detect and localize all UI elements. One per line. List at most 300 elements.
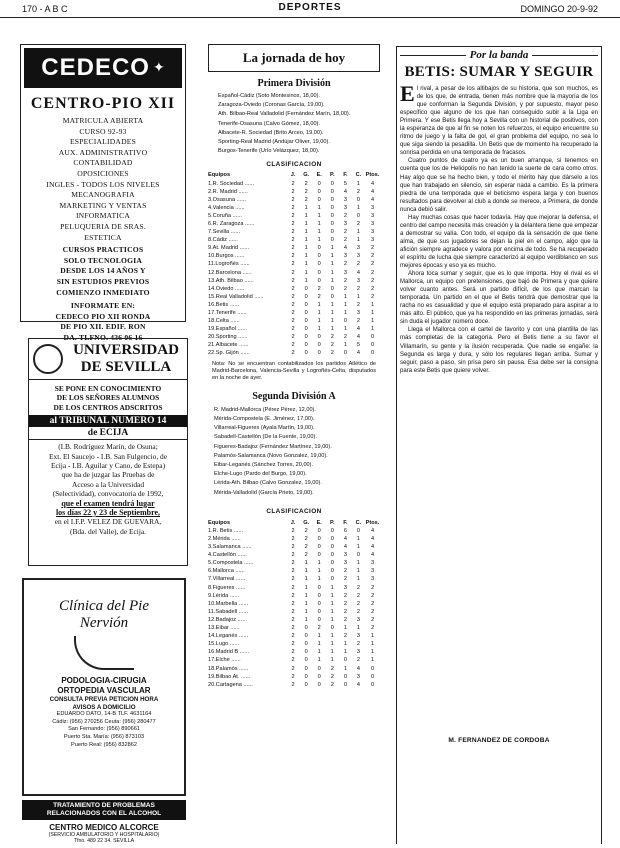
stat-cell: 0	[370, 342, 375, 349]
stat-cell: 2	[291, 641, 295, 648]
stat-cell: 2	[291, 665, 295, 672]
cedeco-practical-line: COMIENZO INMEDIATO	[56, 287, 150, 297]
stat-cell: 1	[370, 326, 375, 333]
stat-cell: 1	[343, 301, 347, 308]
stat-cell: 2	[370, 592, 375, 599]
team-name: 16.Madrid B ......	[208, 649, 250, 656]
stat-cell: 1	[304, 576, 308, 583]
fixture-line: Mérida-Compostela (E. Jiménez, 17,00).	[214, 416, 315, 422]
stat-cell: 1	[370, 310, 375, 317]
stat-cell: 1	[343, 665, 347, 672]
stat-cell: 2	[304, 544, 308, 551]
stat-cell: 2	[291, 600, 295, 607]
table-row	[208, 608, 380, 616]
stat-cell: 2	[291, 277, 295, 284]
stat-cell: 2	[317, 293, 321, 300]
stat-cell: 0	[330, 229, 334, 236]
stat-cell: 2	[356, 318, 361, 325]
stat-cell: 0	[330, 568, 334, 575]
stat-cell: 1	[304, 261, 308, 268]
stat-cell: 4	[356, 334, 361, 341]
stat-cell: 3	[370, 204, 375, 211]
stat-cell: 2	[356, 608, 361, 615]
stat-cell: 2	[317, 625, 321, 632]
us-exam2: los días 22 y 23 de Septiembre,	[55, 508, 161, 518]
clasificacion2-heading: CLASIFICACION	[266, 507, 322, 515]
fixture-line: R. Madrid-Mallorca (Pérez Pérez, 12,00).	[214, 406, 316, 413]
alcorce-line2: RELACIONADOS CON EL ALCOHOL	[46, 810, 162, 817]
stat-cell: 2	[330, 665, 334, 672]
stat-cell: 6	[343, 527, 347, 534]
table-row	[208, 277, 380, 285]
stat-cell: 1	[356, 229, 361, 236]
stat-cell: 2	[370, 285, 375, 292]
stat-cell: 4	[370, 196, 375, 203]
stat-cell: 0	[317, 261, 321, 268]
stat-cell: 4	[343, 544, 347, 551]
stat-cell: 2	[291, 342, 295, 349]
stat-cell: 1	[343, 342, 347, 349]
stat-cell: 2	[291, 616, 295, 623]
stat-cell: 0	[304, 342, 308, 349]
stat-cell: 4	[370, 536, 375, 543]
stat-cell: 0	[330, 204, 334, 211]
stat-cell: 2	[291, 608, 295, 615]
clinica-line: San Fernando: (956) 890661	[68, 726, 140, 733]
us-title1: UNIVERSIDAD	[73, 342, 179, 358]
stat-cell: 2	[291, 269, 295, 276]
standings-col-header: J.	[290, 519, 296, 526]
stat-cell: 1	[304, 237, 308, 244]
stat-cell: 0	[317, 673, 321, 680]
stat-cell: 0	[330, 293, 334, 300]
stat-cell: 1	[356, 576, 361, 583]
table-row	[208, 600, 380, 608]
stat-cell: 0	[330, 237, 334, 244]
stat-cell: 0	[330, 285, 334, 292]
stat-cell: 0	[317, 616, 321, 623]
fixture-line: Ath. Bilbao-Real Valladolid (Fernández Marín, 18,00).	[218, 111, 351, 118]
column-paragraph: Cuatro puntos de cuatro ya es un buen arranque, si tenemos en cuenta que los de Heliópolis no han tenido la suerte de cara como otros. Hay algo que se ha hecho bien, y todo el mérito hay que dárselo a los que han trabajado en silencio, sin esperar nada a cambio. Es la primera piedra de una temporada que el beticismo espera larga y con buenos resultados para devolver al club a donde se merece, a Primera, de donde nunca debió salir.	[400, 158, 598, 213]
stat-cell: 0	[304, 657, 308, 664]
stat-cell: 3	[370, 212, 375, 219]
team-name: 18.Celta ......	[208, 318, 240, 325]
stat-cell: 2	[343, 600, 347, 607]
ad-universidad	[28, 338, 188, 566]
fixture-line: Eibar-Leganés (Sánchez Torres, 20,00).	[214, 462, 314, 469]
column-article	[396, 46, 602, 844]
table-row	[208, 535, 380, 543]
stat-cell: 0	[330, 625, 334, 632]
stat-cell: 4	[356, 665, 361, 672]
stat-cell: 2	[291, 536, 295, 543]
primera-heading: Primera División	[257, 78, 331, 89]
stat-cell: 2	[291, 584, 295, 591]
stat-cell: 2	[330, 681, 334, 688]
team-name: 19.Bilbao At. ......	[208, 673, 251, 680]
stat-cell: 1	[343, 625, 347, 632]
stat-cell: 1	[330, 584, 334, 591]
stat-cell: 2	[304, 527, 308, 534]
table-row	[208, 252, 380, 260]
cedeco-line: OPOSICIONES	[77, 168, 129, 178]
us-place	[29, 517, 187, 536]
stat-cell: 1	[330, 633, 334, 640]
fixture-line: Lérida-Ath. Bilbao (Calvo Gonzalez, 19,00).	[214, 480, 322, 487]
clinica-line: Puerto Sta. María: (956) 873103	[63, 733, 145, 740]
stat-cell: 3	[343, 269, 347, 276]
stat-cell: 1	[330, 657, 334, 664]
alcorce-sub1: (SERVICIO AMBULATORIO Y HOSPITALARIO)	[48, 832, 160, 838]
stat-cell: 1	[370, 318, 375, 325]
stat-cell: 2	[343, 212, 347, 219]
stat-cell: 1	[356, 536, 361, 543]
team-name: 20.Cartagena ......	[208, 681, 253, 688]
stat-cell: 1	[330, 245, 334, 252]
stat-cell: 3	[356, 649, 361, 656]
stat-cell: 0	[317, 188, 321, 195]
stat-cell: 1	[304, 229, 308, 236]
stat-cell: 1	[330, 318, 334, 325]
stat-cell: 2	[330, 342, 334, 349]
standings-col-header: P.	[330, 172, 335, 179]
stat-cell: 0	[356, 196, 361, 203]
stat-cell: 1	[356, 293, 361, 300]
stat-cell: 2	[370, 245, 375, 252]
team-name: 3.Salamanca ......	[208, 544, 252, 551]
section-title: DEPORTES	[278, 2, 342, 13]
standings-col-header: G.	[303, 519, 310, 526]
stat-cell: 3	[343, 204, 347, 211]
cedeco-line: MARKETING Y VENTAS	[59, 200, 147, 210]
segunda-heading: Segunda División A	[252, 390, 336, 402]
ad-cedeco	[20, 44, 186, 342]
stat-cell: 0	[330, 576, 334, 583]
stat-cell: 1	[330, 277, 334, 284]
stat-cell: 1	[317, 310, 321, 317]
stat-cell: 2	[370, 600, 375, 607]
us-notice	[29, 384, 187, 412]
clinica-info	[24, 676, 184, 749]
standings-col-header: Ptos.	[365, 519, 380, 526]
stat-cell: 0	[304, 318, 308, 325]
team-name: 17.Tenerife ......	[208, 310, 247, 317]
stat-cell: 1	[304, 608, 308, 615]
stat-cell: 0	[330, 536, 334, 543]
us-body-line: Ecija - I.B. Aguilar y Cano, de Estepa)	[50, 461, 166, 471]
stat-cell: 3	[343, 552, 347, 559]
team-name: 14.Oviedo ......	[208, 285, 245, 292]
team-name: 12.Barcelona ......	[208, 269, 252, 276]
stat-cell: 1	[317, 641, 321, 648]
stat-cell: 4	[370, 180, 375, 187]
table-row	[208, 220, 380, 228]
stat-cell: 3	[370, 220, 375, 227]
table-row	[208, 285, 380, 293]
table-row	[208, 656, 380, 664]
team-name: 8.Cádiz ......	[208, 237, 238, 244]
stat-cell: 3	[356, 310, 361, 317]
stat-cell: 1	[330, 253, 334, 260]
stat-cell: 2	[370, 584, 375, 591]
stat-cell: 3	[370, 237, 375, 244]
standings-col-header: J.	[290, 172, 296, 179]
stat-cell: 1	[304, 212, 308, 219]
table-row	[208, 349, 380, 357]
stat-cell: 1	[317, 568, 321, 575]
cedeco-practical-line: SOLO TECNOLOGIA	[63, 255, 143, 265]
us-place-line: (Bda. del Valle), de Ecija.	[70, 526, 146, 536]
stat-cell: 2	[291, 261, 295, 268]
standings-col-header: C.	[355, 172, 362, 179]
standings-col-header: F.	[343, 519, 348, 526]
stat-cell: 0	[317, 592, 321, 599]
stat-cell: 1	[356, 625, 361, 632]
stat-cell: 0	[304, 301, 308, 308]
cedeco-practical-line: DESDE LOS 14 AÑOS Y	[60, 266, 146, 276]
column-paragraph: Hay muchas cosas que hacer todavía. Hay que mejorar la defensa, el centro del campo necesita más creación y la delantera tiene que empezar a demostrar su valía. Con todo, el equipo da la sensación de que tiene alma, de que sus jugadores se dejan la piel en el campo, algo que la afición siempre agradece y valora por encima de todo. Se ha recuperado el espíritu de lucha que siempre caracterizó al equipo verdiblanco en sus mejores épocas y eso ya es mucho.	[400, 214, 598, 270]
stat-cell: 0	[317, 552, 321, 559]
team-name: 22.Sp. Gijón ......	[208, 350, 250, 357]
stat-cell: 4	[343, 188, 347, 195]
stat-cell: 0	[304, 665, 308, 672]
stat-cell: 1	[317, 649, 321, 656]
stat-cell: 1	[304, 220, 308, 227]
stat-cell: 4	[370, 188, 375, 195]
table-row	[208, 180, 380, 188]
stat-cell: 2	[370, 616, 375, 623]
segunda-fixtures	[208, 406, 380, 498]
stat-cell: 0	[343, 318, 347, 325]
us-exam1: que el examen tendrá lugar	[61, 498, 155, 508]
stat-cell: 1	[304, 584, 308, 591]
stat-cell: 2	[343, 616, 347, 623]
cedeco-line: AUX. ADMINISTRATIVO	[58, 147, 148, 157]
table-row	[208, 301, 380, 309]
stat-cell: 4	[370, 527, 375, 534]
column-kicker	[400, 49, 598, 61]
table-row	[208, 236, 380, 244]
stat-cell: 5	[356, 342, 361, 349]
stat-cell: 2	[291, 649, 295, 656]
stat-cell: 3	[356, 616, 361, 623]
standings-col-header: P.	[330, 519, 335, 526]
stat-cell: 1	[330, 310, 334, 317]
stat-cell: 0	[304, 334, 308, 341]
stat-cell: 2	[370, 253, 375, 260]
team-name: 1.R. Sociedad ......	[208, 180, 255, 187]
stat-cell: 2	[291, 318, 295, 325]
table-row	[208, 212, 380, 220]
ad-alcorce	[22, 800, 186, 846]
stat-cell: 2	[356, 584, 361, 591]
fixture-line: Tenerife-Osasuna (Calvo Gómez, 18,00).	[218, 120, 320, 127]
team-name: 8.Figueres ......	[208, 584, 246, 591]
table-row	[208, 665, 380, 673]
team-name: 15.Real Valladolid ......	[208, 293, 264, 300]
fixture-line: Albacete-R. Sociedad (Brito Arceo, 19,00).	[218, 129, 324, 136]
team-name: 17.Elche ......	[208, 657, 241, 664]
table-row	[208, 204, 380, 212]
stat-cell: 3	[370, 229, 375, 236]
us-notice-line: SE PONE EN CONOCIMIENTO	[54, 384, 162, 393]
standings-col-header: Ptos.	[365, 172, 380, 179]
team-name: 13.Ath. Bilbao ......	[208, 277, 254, 284]
stat-cell: 1	[317, 576, 321, 583]
column-paragraph: El rival, a pesar de los altibajos de su historia, que son muchos, es de los que, de entrada, tienen más nombre que la mayoría de los que conforman la Segunda División, y por supuesto, mayor peso específico que alguno de los que han conseguido subir a la Liga en Primera. Y ese Betis llega hoy a Sevilla con un historial de positivos, con la esperanza de que al fin se noten los refuerzos, el equipo encuentre su ritmo de juego y la falta de gol, el gran problema del equipo, no sea lo que siga siendo la pesadilla. Un Betis que de momento ha recuperado la sonrisa perdida en una temporada de fracasos.	[400, 85, 598, 157]
stat-cell: 0	[330, 188, 334, 195]
stat-cell: 2	[370, 608, 375, 615]
jornada-title-box	[208, 44, 380, 72]
clinica-title1: Clínica del Pie	[59, 598, 149, 614]
fixture-line: Elche-Lugo (Pardo del Burgo, 19,00).	[214, 471, 307, 478]
stat-cell: 2	[291, 285, 295, 292]
university-seal-icon	[33, 344, 63, 374]
stat-cell: 2	[304, 552, 308, 559]
stat-cell: 1	[330, 269, 334, 276]
us-banner1: al TRIBUNAL NUMERO 14	[29, 415, 187, 427]
stat-cell: 0	[317, 269, 321, 276]
stat-cell: 1	[317, 220, 321, 227]
stat-cell: 2	[291, 220, 295, 227]
clinica-line: ORTOPEDIA VASCULAR	[57, 686, 151, 695]
stat-cell: 1	[304, 568, 308, 575]
stat-cell: 2	[317, 285, 321, 292]
fixture-line: Palamós-Salamanca (Novo Gonzalez, 19,00).	[214, 452, 328, 459]
stat-cell: 0	[330, 552, 334, 559]
stat-cell: 2	[343, 237, 347, 244]
table-row	[208, 188, 380, 196]
stat-cell: 4	[356, 269, 361, 276]
table-row	[208, 325, 380, 333]
stat-cell: 1	[330, 592, 334, 599]
bird-icon: ✦	[152, 60, 165, 76]
stat-cell: 2	[291, 310, 295, 317]
table-row	[208, 333, 380, 341]
table-row	[208, 640, 380, 648]
page-date: DOMINGO 20-9-92	[520, 4, 598, 14]
stat-cell: 0	[304, 673, 308, 680]
stat-cell: 1	[317, 326, 321, 333]
stat-cell: 1	[317, 318, 321, 325]
stat-cell: 2	[330, 334, 334, 341]
stat-cell: 0	[356, 212, 361, 219]
team-name: 11.Logroñés ......	[208, 261, 250, 268]
alcorce-banner	[22, 800, 186, 820]
standings-col-header: Equipos	[208, 519, 231, 526]
stat-cell: 2	[304, 188, 308, 195]
stat-cell: 2	[291, 568, 295, 575]
stat-cell: 0	[370, 673, 375, 680]
table-row	[208, 293, 380, 301]
stat-cell: 2	[343, 277, 347, 284]
stat-cell: 0	[304, 350, 308, 357]
stat-cell: 4	[343, 536, 347, 543]
primera-fixtures	[208, 92, 380, 156]
stat-cell: 1	[370, 301, 375, 308]
team-name: 13.Eibar ......	[208, 625, 240, 632]
stat-cell: 2	[291, 657, 295, 664]
stat-cell: 0	[356, 527, 361, 534]
team-name: 16.Betis ......	[208, 301, 240, 308]
stat-cell: 0	[330, 220, 334, 227]
standings-col-header: C.	[355, 519, 362, 526]
stat-cell: 3	[370, 560, 375, 567]
stat-cell: 0	[304, 326, 308, 333]
stat-cell: 1	[330, 649, 334, 656]
stat-cell: 2	[343, 285, 347, 292]
team-name: 15.Lugo ......	[208, 641, 240, 648]
stat-cell: 1	[370, 641, 375, 648]
team-name: 1.R. Betis ......	[208, 527, 244, 534]
stat-cell: 0	[330, 544, 334, 551]
stat-cell: 2	[291, 592, 295, 599]
us-body-line: Acceso a la Universidad	[71, 479, 145, 489]
page-number: 170 - A B C	[22, 4, 68, 14]
cedeco-line: ESTETICA	[84, 232, 122, 242]
stat-cell: 1	[304, 616, 308, 623]
table-row	[208, 567, 380, 575]
stat-cell: 3	[343, 196, 347, 203]
clinica-line: AVISOS A DOMICILIO	[72, 703, 136, 711]
table-row	[208, 309, 380, 317]
team-name: 9.At. Madrid ......	[208, 245, 250, 252]
stat-cell: 2	[343, 633, 347, 640]
stat-cell: 4	[370, 544, 375, 551]
clinica-line: CONSULTA PREVIA PETICION HORA	[49, 696, 159, 703]
stat-cell: 0	[370, 681, 375, 688]
stat-cell: 1	[317, 633, 321, 640]
stat-cell: 0	[330, 196, 334, 203]
standings-note: Nota: No se encuentran contabilizados los partidos Atlético de Madrid-Barcelona, Valencia-Sevilla y Logroñés-Celta, disputados en la noche de ayer.	[212, 360, 376, 382]
stat-cell: 2	[291, 301, 295, 308]
clinica-line: PODOLOGIA-CIRUGIA	[61, 676, 147, 685]
table-row	[208, 559, 380, 567]
stat-cell: 2	[370, 277, 375, 284]
fixture-line: Sporting-Real Madrid (Andújar Oliver, 19,00).	[218, 139, 330, 146]
us-body-line: (I.B. Rodríguez Marín, de Osuna;	[58, 442, 158, 452]
clinica-line: Cádiz: (956) 270256 Ceuta: (956) 280477	[52, 718, 156, 725]
stat-cell: 2	[291, 625, 295, 632]
stat-cell: 3	[343, 220, 347, 227]
us-body	[29, 442, 187, 498]
standings-col-header: G.	[303, 172, 310, 179]
table-row	[208, 592, 380, 600]
clinica-line: EDUARDO DATO, 14-B TLF. 4631164	[56, 711, 152, 718]
stat-cell: 1	[304, 560, 308, 567]
stat-cell: 2	[291, 552, 295, 559]
stat-cell: 2	[370, 261, 375, 268]
stat-cell: 2	[291, 229, 295, 236]
team-name: 6.R. Zaragoza ......	[208, 220, 255, 227]
cedeco-title: CENTRO-PIO XII	[30, 95, 176, 112]
stat-cell: 0	[317, 180, 321, 187]
stat-cell: 1	[317, 301, 321, 308]
team-name: 21.Albacete ......	[208, 342, 249, 349]
standings-col-header: F.	[343, 172, 348, 179]
stat-cell: 2	[356, 600, 361, 607]
stat-cell: 1	[356, 544, 361, 551]
stat-cell: 0	[317, 253, 321, 260]
stat-cell: 2	[291, 180, 295, 187]
stat-cell: 1	[330, 600, 334, 607]
stat-cell: 0	[304, 641, 308, 648]
us-body-line: que ha de juzgar las Pruebas de	[61, 470, 155, 480]
stat-cell: 0	[317, 608, 321, 615]
stat-cell: 0	[317, 600, 321, 607]
fixture-line: Mérida-Valladolid (García Prieto, 19,00).	[214, 489, 314, 496]
stat-cell: 2	[356, 657, 361, 664]
